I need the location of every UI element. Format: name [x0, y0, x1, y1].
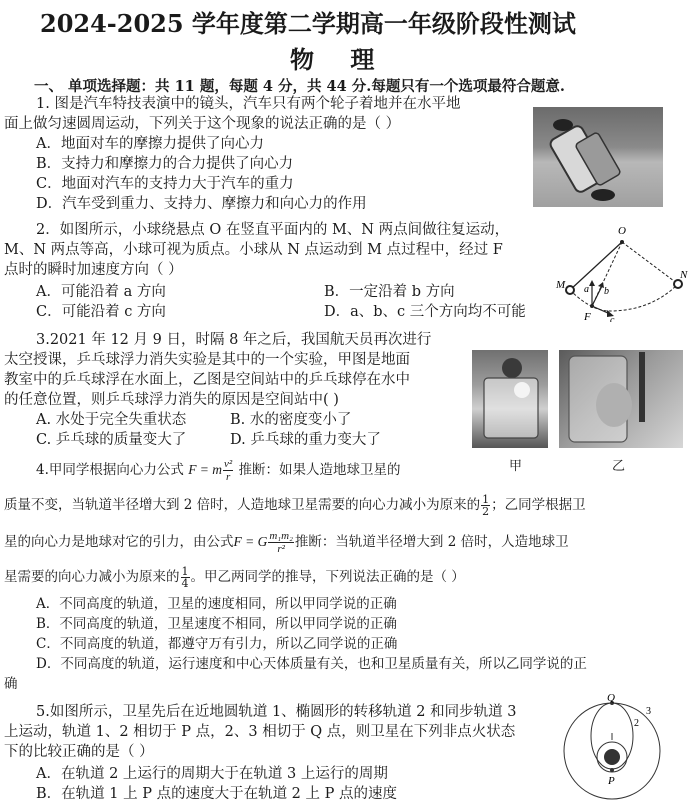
formula-gravitation: F = G [233, 534, 268, 549]
q1-option-a: A．地面对车的摩擦力提供了向心力 [36, 136, 264, 152]
q4-option-b: B．不同高度的轨道，卫星速度不相同，所以甲同学说的正确 [36, 616, 397, 632]
q1-option-b: B．支持力和摩擦力的合力提供了向心力 [36, 156, 294, 172]
label-3: 3 [646, 706, 651, 717]
q4-stem-line-4: 星需要的向心力减小为原来的 $\frac{1}{4}$ 。甲乙两同学的推导，下列说法正确的是（ ） [4, 565, 465, 590]
q5-option-a: A．在轨道 2 上运行的周期大于在轨道 3 上运行的周期 [36, 766, 388, 782]
q4-option-a: A．不同高度的轨道，卫星的速度相同，所以甲同学说的正确 [36, 596, 397, 612]
q2-stem-line-2: M、N 两点等高，小球可视为质点。小球从 N 点运动到 M 点过程中，经过 F [4, 242, 503, 258]
q3-stem-line-1: 3.2021 年 12 月 9 日，时隔 8 年之后，我国航天员再次进行 [36, 332, 432, 348]
q3-option-b: B. 水的密度变小了 [230, 412, 352, 428]
pendulum-diagram [552, 222, 695, 322]
q2-option-c: C．可能沿着 c 方向 [36, 304, 166, 320]
q4-option-d-wrap: 确 [4, 676, 18, 692]
label-Q: Q [607, 692, 615, 704]
label-P: P [608, 775, 615, 787]
q1-option-d: D．汽车受到重力、支持力、摩擦力和向心力的作用 [36, 196, 367, 212]
q2-option-d: D．a、b、c 三个方向均不可能 [324, 304, 526, 320]
label-F: F [584, 311, 591, 322]
fraction-one-half: $\frac{1}{2}$ [482, 493, 490, 518]
q3-stem-line-4: 的任意位置，则乒乓球浮力消失的原因是空间站中( ) [4, 392, 339, 408]
subject-title: 物 理 [290, 45, 389, 74]
q5-stem-line-1: 5.如图所示，卫星先后在近地圆轨道 1、椭圆形的转移轨道 2 和同步轨道 3 [36, 704, 517, 720]
q5-stem-line-2: 上运动，轨道 1、2 相切于 P 点，2、3 相切于 Q 点，则卫星在下列非点火状态 [4, 724, 516, 740]
q4-stem-line-3: 星的向心力是地球对它的引力，由公式F = G $\frac{\text{m₁m₂}}{\text{r²}}$ 推断：当轨道半径增大到 2 倍时，人造地球卫 [4, 530, 569, 555]
q2-option-a: A．可能沿着 a 方向 [36, 284, 166, 300]
q1-option-c: C．地面对汽车的支持力大于汽车的重力 [36, 176, 294, 192]
q3-option-d: D. 乒乓球的重力变大了 [230, 432, 381, 448]
caption-jia: 甲 [509, 459, 523, 474]
q4-stem-line-1: 4.甲同学根据向心力公式 F = m $\frac{\text{v²}}{r}$ 推断：如果人造地球卫星的 [36, 458, 401, 483]
q2-stem-line-1: 2．如图所示，小球绕悬点 O 在竖直平面内的 M、N 两点间做往复运动， [36, 222, 510, 238]
q2-stem-line-3: 点时的瞬时加速度方向（ ） [4, 262, 183, 278]
q4-option-d: D．不同高度的轨道，运行速度和中心天体质量有关，也和卫星质量有关，所以乙同学说的正 [36, 656, 587, 672]
orbit-diagram [556, 692, 671, 807]
q4-stem-line-2: 质量不变，当轨道半径增大到 2 倍时，人造地球卫星需要的向心力减小为原来的 $\frac{1}{2}$ ；乙同学根据卫 [4, 493, 586, 518]
label-a: a [584, 284, 589, 295]
photo-yi [559, 350, 683, 448]
q1-stem-line-1: 1. 图是汽车特技表演中的镜头，汽车只有两个轮子着地并在水平地 [36, 96, 461, 112]
formula-f-mv2-r: F = m [188, 462, 223, 477]
section-heading: 一、 单项选择题：共 11 题，每题 4 分，共 44 分.每题只有一个选项最符合题意. [34, 78, 565, 95]
q5-stem-line-3: 下的比较正确的是（ ） [4, 744, 154, 760]
label-M: M [556, 279, 566, 291]
label-2: 2 [634, 718, 639, 729]
caption-yi: 乙 [612, 459, 626, 474]
q2-option-b: B．一定沿着 b 方向 [324, 284, 455, 300]
fraction-one-quarter: $\frac{1}{4}$ [181, 565, 189, 590]
label-O: O [618, 225, 626, 237]
label-N: N [680, 269, 688, 281]
q3-option-a: A. 水处于完全失重状态 [36, 412, 187, 428]
car-stunt-photo [533, 107, 663, 207]
photo-jia [472, 350, 548, 448]
q4-option-c: C．不同高度的轨道，都遵守万有引力，所以乙同学说的正确 [36, 636, 398, 652]
q3-stem-line-2: 太空授课，乒乓球浮力消失实验是其中的一个实验，甲图是地面 [4, 352, 410, 368]
label-b: b [604, 286, 609, 297]
exam-title: 2024-2025 学年度第二学期高一年级阶段性测试 [40, 9, 576, 38]
q5-option-b: B．在轨道 1 上 P 点的速度大于在轨道 2 上 P 点的速度 [36, 786, 397, 802]
label-c: c [610, 315, 615, 322]
q3-option-c: C. 乒乓球的质量变大了 [36, 432, 187, 448]
q1-stem-line-2: 面上做匀速圆周运动，下列关于这个现象的说法正确的是（ ） [4, 116, 401, 132]
q3-stem-line-3: 教室中的乒乓球浮在水面上，乙图是空间站中的乒乓球停在水中 [4, 372, 410, 388]
